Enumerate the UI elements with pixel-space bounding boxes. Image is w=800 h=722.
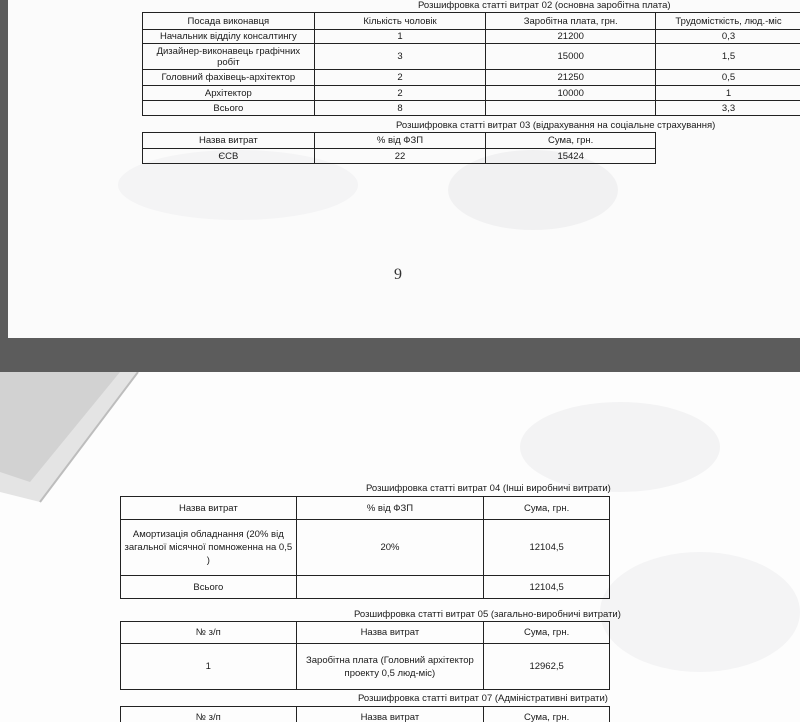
document-page-1 bbox=[8, 0, 800, 338]
table-cell: 3 bbox=[314, 44, 486, 70]
table-cell: 12104,5 bbox=[484, 520, 610, 576]
table-cell: Дизайнер-виконавець графічних робіт bbox=[143, 44, 315, 70]
header-cell: Назва витрат bbox=[143, 133, 315, 149]
table-cell: 15000 bbox=[486, 44, 656, 70]
header-cell: % від ФЗП bbox=[296, 497, 484, 520]
table-05-title: Розшифровка статті витрат 05 (загально-виробничі витрати) bbox=[354, 609, 621, 620]
table-cell: 1 bbox=[314, 30, 486, 44]
table-03 bbox=[142, 132, 656, 164]
header-cell: Сума, грн. bbox=[484, 622, 610, 644]
header-cell: Сума, грн. bbox=[484, 497, 610, 520]
table-04-title: Розшифровка статті витрат 04 (Інші виробничі витрати) bbox=[366, 483, 611, 494]
page-number: 9 bbox=[394, 266, 402, 283]
table-row bbox=[143, 149, 656, 164]
table-row-total bbox=[143, 101, 800, 116]
table-cell bbox=[486, 101, 656, 116]
table-header-row bbox=[121, 497, 610, 520]
table-cell: 22 bbox=[314, 149, 486, 164]
table-cell: 8 bbox=[314, 101, 486, 116]
stamp-smudge bbox=[600, 552, 800, 672]
table-row bbox=[121, 520, 610, 576]
table-cell: Всього bbox=[143, 101, 315, 116]
header-cell: Сума, грн. bbox=[484, 707, 610, 722]
header-cell: № з/п bbox=[121, 622, 297, 644]
table-cell: ЄСВ bbox=[143, 149, 315, 164]
header-cell: Посада виконавця bbox=[143, 13, 315, 30]
table-cell: 2 bbox=[314, 70, 486, 86]
header-cell: % від ФЗП bbox=[314, 133, 486, 149]
table-header-row bbox=[143, 133, 656, 149]
table-row bbox=[143, 30, 800, 44]
table-cell: 1,5 bbox=[656, 44, 800, 70]
table-row bbox=[121, 644, 610, 690]
table-cell: 12104,5 bbox=[484, 576, 610, 599]
table-header-row bbox=[121, 622, 610, 644]
document-page-2 bbox=[0, 372, 800, 722]
table-cell: 21200 bbox=[486, 30, 656, 44]
table-row bbox=[143, 44, 800, 70]
table-05 bbox=[120, 621, 610, 690]
stamp-smudge bbox=[520, 402, 720, 492]
header-cell: № з/п bbox=[121, 707, 297, 722]
table-cell: 0,5 bbox=[656, 70, 800, 86]
table-02 bbox=[142, 12, 800, 116]
table-02-title: Розшифровка статті витрат 02 (основна заробітна плата) bbox=[418, 0, 671, 11]
table-cell: 21250 bbox=[486, 70, 656, 86]
header-cell: Назва витрат bbox=[121, 497, 297, 520]
table-cell: 20% bbox=[296, 520, 484, 576]
header-cell: Назва витрат bbox=[296, 707, 484, 722]
header-cell: Назва витрат bbox=[296, 622, 484, 644]
table-cell: 2 bbox=[314, 86, 486, 101]
table-cell: Заробітна плата (Головний архітектор проекту 0,5 люд-міс) bbox=[296, 644, 484, 690]
table-cell: 15424 bbox=[486, 149, 656, 164]
table-cell: 10000 bbox=[486, 86, 656, 101]
table-row-total bbox=[121, 576, 610, 599]
table-header-row bbox=[143, 13, 800, 30]
table-cell: 0,3 bbox=[656, 30, 800, 44]
table-cell: Амортизація обладнання (20% від загальної місячної помноженна на 0,5 ) bbox=[121, 520, 297, 576]
table-03-title: Розшифровка статті витрат 03 (відрахування на соціальне страхування) bbox=[396, 120, 716, 131]
table-07-title: Розшифровка статті витрат 07 (Адміністративні витрати) bbox=[358, 693, 608, 704]
table-04 bbox=[120, 496, 610, 599]
table-row bbox=[143, 70, 800, 86]
table-cell bbox=[296, 576, 484, 599]
table-07 bbox=[120, 706, 610, 722]
table-cell: 12962,5 bbox=[484, 644, 610, 690]
table-cell: 1 bbox=[656, 86, 800, 101]
table-row bbox=[143, 86, 800, 101]
header-cell: Трудомісткість, люд.-міс bbox=[656, 13, 800, 30]
table-cell: Всього bbox=[121, 576, 297, 599]
table-cell: 3,3 bbox=[656, 101, 800, 116]
table-header-row bbox=[121, 707, 610, 722]
folded-corner-shadow bbox=[0, 372, 160, 512]
table-cell: Архітектор bbox=[143, 86, 315, 101]
header-cell: Сума, грн. bbox=[486, 133, 656, 149]
header-cell: Заробітна плата, грн. bbox=[486, 13, 656, 30]
header-cell: Кількість чоловік bbox=[314, 13, 486, 30]
table-cell: Головний фахівець-архітектор bbox=[143, 70, 315, 86]
table-cell: Начальник відділу консалтингу bbox=[143, 30, 315, 44]
table-cell: 1 bbox=[121, 644, 297, 690]
